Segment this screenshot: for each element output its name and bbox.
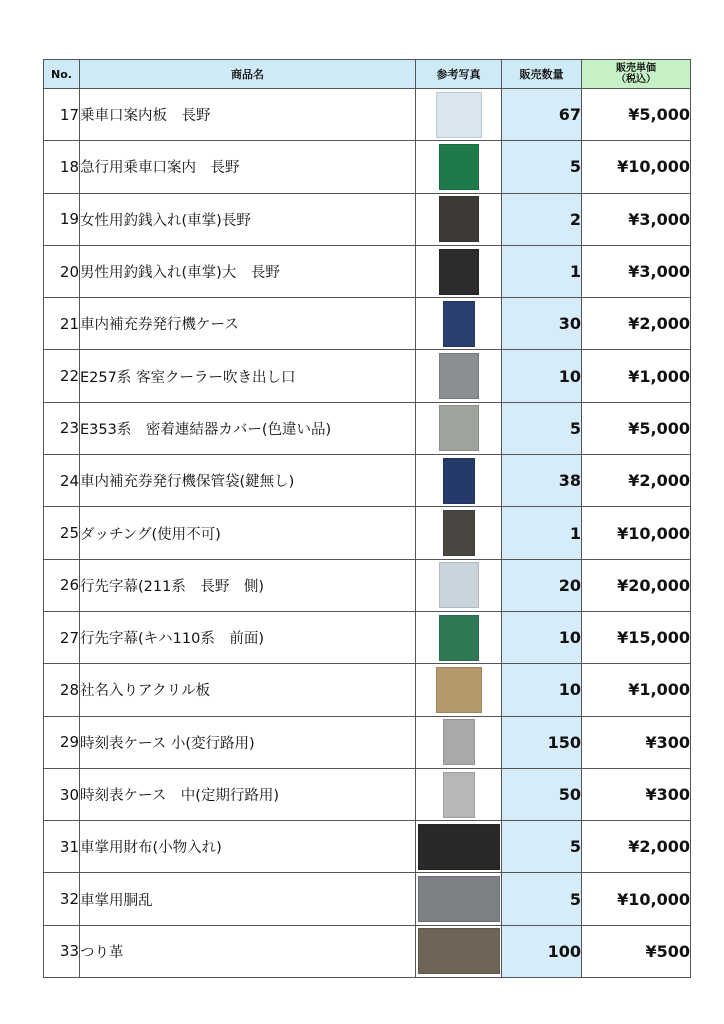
sales-quantity: 38 bbox=[502, 455, 582, 507]
product-name: 社名入りアクリル板 bbox=[80, 664, 416, 716]
reference-photo-cell bbox=[416, 402, 502, 454]
shoulder-case-photo bbox=[418, 876, 500, 922]
row-number: 20 bbox=[44, 245, 80, 297]
table-row bbox=[44, 716, 691, 768]
air-vent-photo bbox=[439, 353, 479, 399]
unit-price: ¥15,000 bbox=[582, 611, 691, 663]
boarding-sign-photo bbox=[436, 92, 482, 138]
sales-quantity: 10 bbox=[502, 611, 582, 663]
table-row bbox=[44, 350, 691, 402]
row-number: 29 bbox=[44, 716, 80, 768]
coin-purse-photo bbox=[439, 196, 479, 242]
row-number: 22 bbox=[44, 350, 80, 402]
sales-quantity: 20 bbox=[502, 559, 582, 611]
sales-quantity: 5 bbox=[502, 873, 582, 925]
row-number: 32 bbox=[44, 873, 80, 925]
unit-price: ¥10,000 bbox=[582, 141, 691, 193]
table-row bbox=[44, 141, 691, 193]
wallet-photo bbox=[418, 824, 500, 870]
table-row bbox=[44, 402, 691, 454]
header-qty: 販売数量 bbox=[502, 60, 582, 89]
reference-photo-cell bbox=[416, 350, 502, 402]
sales-quantity: 100 bbox=[502, 925, 582, 977]
product-name: 時刻表ケース 中(定期行路用) bbox=[80, 768, 416, 820]
table-row bbox=[44, 89, 691, 141]
product-name: 車内補充券発行機ケース bbox=[80, 298, 416, 350]
product-name: E257系 客室クーラー吹き出し口 bbox=[80, 350, 416, 402]
row-number: 27 bbox=[44, 611, 80, 663]
unit-price: ¥500 bbox=[582, 925, 691, 977]
timetable-case-photo bbox=[443, 772, 475, 818]
table-row bbox=[44, 507, 691, 559]
product-name: 車掌用財布(小物入れ) bbox=[80, 821, 416, 873]
reference-photo-cell bbox=[416, 925, 502, 977]
unit-price: ¥3,000 bbox=[582, 193, 691, 245]
product-name: 車掌用胴乱 bbox=[80, 873, 416, 925]
unit-price: ¥300 bbox=[582, 716, 691, 768]
unit-price: ¥300 bbox=[582, 768, 691, 820]
sales-quantity: 2 bbox=[502, 193, 582, 245]
product-name: 行先字幕(キハ110系 前面) bbox=[80, 611, 416, 663]
reference-photo-cell bbox=[416, 455, 502, 507]
header-photo: 参考写真 bbox=[416, 60, 502, 89]
acrylic-board-photo bbox=[436, 667, 482, 713]
row-number: 23 bbox=[44, 402, 80, 454]
row-number: 33 bbox=[44, 925, 80, 977]
sales-quantity: 67 bbox=[502, 89, 582, 141]
table-row bbox=[44, 873, 691, 925]
sales-quantity: 5 bbox=[502, 402, 582, 454]
row-number: 18 bbox=[44, 141, 80, 193]
row-number: 30 bbox=[44, 768, 80, 820]
unit-price: ¥5,000 bbox=[582, 89, 691, 141]
row-number: 31 bbox=[44, 821, 80, 873]
reference-photo-cell bbox=[416, 559, 502, 611]
header-price-line2: （税込） bbox=[616, 74, 656, 85]
price-list-table bbox=[43, 59, 691, 978]
table-row bbox=[44, 664, 691, 716]
table-body bbox=[44, 89, 691, 978]
destination-roll-photo bbox=[439, 562, 479, 608]
table-row bbox=[44, 925, 691, 977]
header-row bbox=[44, 60, 691, 89]
reference-photo-cell bbox=[416, 298, 502, 350]
product-name: 行先字幕(211系 長野 側) bbox=[80, 559, 416, 611]
product-name: 車内補充券発行機保管袋(鍵無し) bbox=[80, 455, 416, 507]
product-name: 男性用釣銭入れ(車掌)大 長野 bbox=[80, 245, 416, 297]
product-name: ダッチング(使用不可) bbox=[80, 507, 416, 559]
product-name: E353系 密着連結器カバー(色違い品) bbox=[80, 402, 416, 454]
unit-price: ¥10,000 bbox=[582, 507, 691, 559]
sales-quantity: 1 bbox=[502, 507, 582, 559]
product-name: つり革 bbox=[80, 925, 416, 977]
reference-photo-cell bbox=[416, 611, 502, 663]
table-row bbox=[44, 611, 691, 663]
header-price-line1: 販売単価 bbox=[616, 63, 656, 74]
table-row bbox=[44, 298, 691, 350]
table-row bbox=[44, 245, 691, 297]
reference-photo-cell bbox=[416, 507, 502, 559]
reference-photo-cell bbox=[416, 768, 502, 820]
unit-price: ¥5,000 bbox=[582, 402, 691, 454]
unit-price: ¥20,000 bbox=[582, 559, 691, 611]
ticket-machine-case-photo bbox=[443, 301, 475, 347]
sales-quantity: 30 bbox=[502, 298, 582, 350]
table-row bbox=[44, 821, 691, 873]
reference-photo-cell bbox=[416, 664, 502, 716]
coupler-cover-photo bbox=[439, 405, 479, 451]
sales-quantity: 5 bbox=[502, 821, 582, 873]
express-sign-photo bbox=[439, 144, 479, 190]
product-name: 急行用乗車口案内 長野 bbox=[80, 141, 416, 193]
row-number: 19 bbox=[44, 193, 80, 245]
unit-price: ¥2,000 bbox=[582, 455, 691, 507]
dating-machine-photo bbox=[443, 510, 475, 556]
row-number: 17 bbox=[44, 89, 80, 141]
reference-photo-cell bbox=[416, 89, 502, 141]
header-no: No. bbox=[44, 60, 80, 89]
row-number: 24 bbox=[44, 455, 80, 507]
row-number: 26 bbox=[44, 559, 80, 611]
unit-price: ¥10,000 bbox=[582, 873, 691, 925]
reference-photo-cell bbox=[416, 716, 502, 768]
sales-quantity: 150 bbox=[502, 716, 582, 768]
timetable-case-photo bbox=[443, 719, 475, 765]
reference-photo-cell bbox=[416, 141, 502, 193]
table-row bbox=[44, 559, 691, 611]
product-name: 時刻表ケース 小(変行路用) bbox=[80, 716, 416, 768]
unit-price: ¥1,000 bbox=[582, 664, 691, 716]
header-name: 商品名 bbox=[80, 60, 416, 89]
unit-price: ¥3,000 bbox=[582, 245, 691, 297]
coin-purse-photo bbox=[439, 249, 479, 295]
row-number: 21 bbox=[44, 298, 80, 350]
reference-photo-cell bbox=[416, 245, 502, 297]
table-row bbox=[44, 193, 691, 245]
sales-quantity: 5 bbox=[502, 141, 582, 193]
strap-handle-photo bbox=[418, 928, 500, 974]
product-name: 女性用釣銭入れ(車掌)長野 bbox=[80, 193, 416, 245]
sales-quantity: 50 bbox=[502, 768, 582, 820]
unit-price: ¥2,000 bbox=[582, 821, 691, 873]
row-number: 25 bbox=[44, 507, 80, 559]
reference-photo-cell bbox=[416, 821, 502, 873]
row-number: 28 bbox=[44, 664, 80, 716]
reference-photo-cell bbox=[416, 193, 502, 245]
header-price bbox=[582, 60, 691, 89]
sales-quantity: 10 bbox=[502, 664, 582, 716]
unit-price: ¥1,000 bbox=[582, 350, 691, 402]
sales-quantity: 10 bbox=[502, 350, 582, 402]
unit-price: ¥2,000 bbox=[582, 298, 691, 350]
reference-photo-cell bbox=[416, 873, 502, 925]
table-row bbox=[44, 768, 691, 820]
sales-quantity: 1 bbox=[502, 245, 582, 297]
destination-roll-photo bbox=[439, 615, 479, 661]
storage-bag-photo bbox=[443, 458, 475, 504]
table-row bbox=[44, 455, 691, 507]
product-name: 乗車口案内板 長野 bbox=[80, 89, 416, 141]
